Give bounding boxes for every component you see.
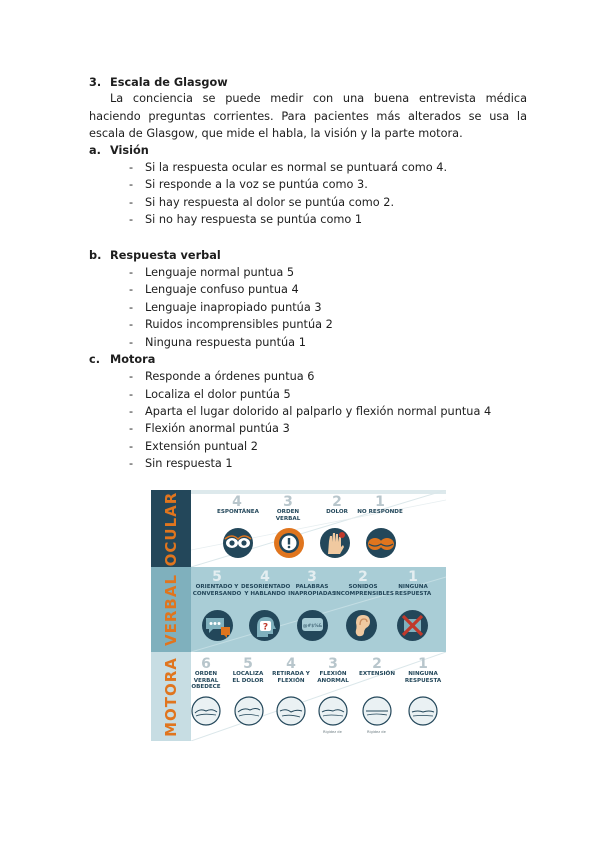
verbal-side-panel xyxy=(151,567,191,652)
ocular-item-1 xyxy=(357,495,403,516)
bullet-dash: - xyxy=(129,266,134,279)
score-number: 4 xyxy=(232,494,242,510)
exclamation-icon xyxy=(273,527,305,559)
subsection-c-title: Motora xyxy=(110,353,156,366)
response-label: RETIRADA Y FLEXIÓN xyxy=(272,671,310,684)
inappropriate-words-icon xyxy=(296,609,329,642)
section-title: Escala de Glasgow xyxy=(110,76,228,89)
score-number: 2 xyxy=(332,494,342,510)
abnormal-flexion-icon xyxy=(318,696,348,726)
subsection-a-title: Visión xyxy=(110,144,149,157)
withdrawal-flexion-icon xyxy=(276,696,306,726)
subsection-b-title: Respuesta verbal xyxy=(110,249,221,262)
verbal-label: VERBAL xyxy=(162,573,180,646)
response-label: FLEXIÓN ANORMAL xyxy=(317,671,349,684)
subsection-a-letter: a. xyxy=(89,144,101,157)
score-number: 1 xyxy=(408,569,418,585)
list-item: Si la respuesta ocular es normal se puntuará como 4. xyxy=(145,161,448,174)
bullet-dash: - xyxy=(129,196,134,209)
score-number: 3 xyxy=(328,656,338,672)
list-item: Responde a órdenes puntua 6 xyxy=(145,370,315,383)
score-number: 2 xyxy=(358,569,368,585)
list-item: Ninguna respuesta puntúa 1 xyxy=(145,336,306,349)
ocular-item-3 xyxy=(266,495,310,522)
motora-item-1 xyxy=(401,657,445,684)
speech-bubble-icon xyxy=(201,609,234,642)
ocular-item-2 xyxy=(317,495,357,516)
bullet-dash: - xyxy=(129,405,134,418)
score-number: 5 xyxy=(212,569,222,585)
list-item: Si responde a la voz se puntúa como 3. xyxy=(145,178,368,191)
bullet-dash: - xyxy=(129,178,134,191)
bullet-dash: - xyxy=(129,336,134,349)
response-label: NINGUNA RESPUESTA xyxy=(394,584,432,597)
score-number: 4 xyxy=(286,656,296,672)
verbal-item-4 xyxy=(241,570,289,597)
pain-hand-icon xyxy=(319,527,351,559)
ocular-row xyxy=(151,490,446,567)
response-label: NINGUNA RESPUESTA xyxy=(404,671,442,684)
verbal-item-5 xyxy=(192,570,242,597)
bubble-text: @#$%& xyxy=(302,624,323,629)
motora-item-6 xyxy=(184,657,228,691)
motora-item-3 xyxy=(313,657,353,684)
bullet-dash: - xyxy=(129,213,134,226)
bullet-dash: - xyxy=(129,283,134,296)
score-number: 5 xyxy=(243,656,253,672)
verbal-item-1 xyxy=(389,570,437,597)
verbal-item-3 xyxy=(287,570,337,597)
section-number: 3. xyxy=(89,76,102,89)
response-label: EXTENSIÓN xyxy=(359,671,395,677)
closed-eyes-icon xyxy=(365,527,397,559)
list-item: Flexión anormal puntúa 3 xyxy=(145,422,290,435)
glasgow-scale-infographic xyxy=(151,490,446,741)
list-item: Lenguaje inapropiado puntúa 3 xyxy=(145,301,322,314)
bullet-dash: - xyxy=(129,318,134,331)
response-label: ORIENTADO Y CONVERSANDO xyxy=(192,584,242,597)
verbal-item-2 xyxy=(334,570,392,597)
bullet-dash: - xyxy=(129,301,134,314)
list-item: Si no hay respuesta se puntúa como 1 xyxy=(145,213,363,226)
svg-text:?: ? xyxy=(262,622,269,633)
subsection-b-letter: b. xyxy=(89,249,102,262)
figure-caption: Rigidez de xyxy=(367,730,386,734)
score-number: 1 xyxy=(375,494,385,510)
response-label: LOCALIZA EL DOLOR xyxy=(232,671,264,684)
response-label: PALABRAS INAPROPIADAS xyxy=(288,584,336,597)
bullet-dash: - xyxy=(129,161,134,174)
question-head-icon xyxy=(248,609,281,642)
response-label: SONIDOS INCOMPRENSIBLES xyxy=(334,584,394,597)
ocular-label: OCULAR xyxy=(162,491,180,566)
list-item: Lenguaje normal puntua 5 xyxy=(145,266,295,279)
score-number: 4 xyxy=(260,569,270,585)
motora-item-5 xyxy=(228,657,268,684)
list-item: Extensión puntual 2 xyxy=(145,440,258,453)
motora-label: MOTORA xyxy=(162,656,180,737)
motora-item-4 xyxy=(271,657,311,684)
response-label: ESPONTÁNEA xyxy=(217,509,259,515)
score-number: 1 xyxy=(418,656,428,672)
ocular-side-panel xyxy=(151,490,191,567)
score-number: 3 xyxy=(307,569,317,585)
no-response-icon xyxy=(396,609,429,642)
response-label: ORDEN VERBAL xyxy=(275,509,301,522)
motora-row xyxy=(151,652,446,741)
verbal-row xyxy=(151,567,446,652)
score-number: 6 xyxy=(201,656,211,672)
list-item: Localiza el dolor puntúa 5 xyxy=(145,388,291,401)
response-label: DOLOR xyxy=(326,509,348,515)
list-item: Sin respuesta 1 xyxy=(145,457,233,470)
bullet-dash: - xyxy=(129,440,134,453)
list-item: Lenguaje confuso puntua 4 xyxy=(145,283,299,296)
intro-paragraph: La conciencia se puede medir con una buena entrevista médica haciendo preguntas corrientes. Para pacientes más alterados se usa la escala de Glasgow, que mide el habla, la visión y la parte motora. xyxy=(89,92,527,140)
figure-caption: Rigidez de xyxy=(323,730,342,734)
bullet-dash: - xyxy=(129,457,134,470)
response-label: DESORIENTADO Y HABLANDO xyxy=(241,584,291,597)
bullet-dash: - xyxy=(129,370,134,383)
open-eyes-icon xyxy=(222,527,254,559)
extension-icon xyxy=(362,696,392,726)
response-label: NO RESPONDE xyxy=(357,509,403,515)
ear-icon xyxy=(345,609,378,642)
list-item: Aparta el lugar dolorido al palparlo y flexión normal puntua 4 xyxy=(145,405,492,418)
response-label: ORDEN VERBAL OBEDECE xyxy=(191,671,221,690)
score-number: 3 xyxy=(283,494,293,510)
list-item: Si hay respuesta al dolor se puntúa como 2. xyxy=(145,196,395,209)
score-number: 2 xyxy=(372,656,382,672)
obeys-command-icon xyxy=(191,696,221,726)
ocular-item-4 xyxy=(217,495,257,516)
motora-item-2 xyxy=(356,657,398,678)
bullet-dash: - xyxy=(129,422,134,435)
subsection-c-letter: c. xyxy=(89,353,100,366)
bullet-dash: - xyxy=(129,388,134,401)
no-motor-response-icon xyxy=(408,696,438,726)
list-item: Ruidos incomprensibles puntúa 2 xyxy=(145,318,333,331)
localizes-pain-icon xyxy=(234,696,264,726)
